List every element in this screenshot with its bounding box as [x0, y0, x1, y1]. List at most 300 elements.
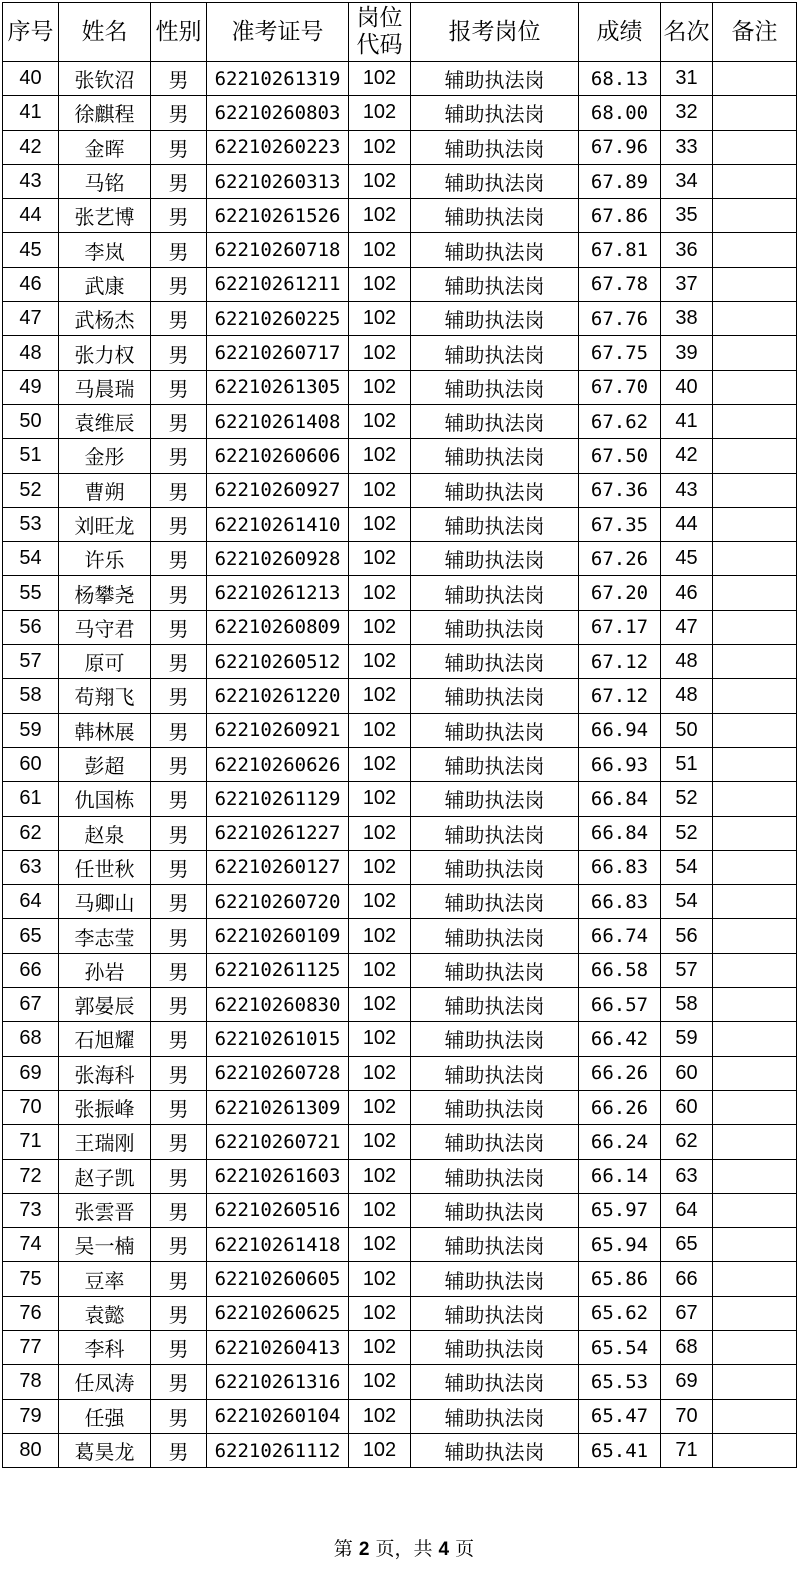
cell-seq: 62 — [3, 816, 59, 850]
header-seq: 序号 — [3, 3, 59, 62]
cell-post-code: 102 — [349, 96, 411, 130]
table-row — [3, 953, 797, 987]
cell-seq: 59 — [3, 713, 59, 747]
cell-post: 辅助执法岗 — [411, 576, 579, 610]
table-row — [3, 473, 797, 507]
table-row — [3, 850, 797, 884]
cell-gender: 男 — [151, 1330, 207, 1364]
cell-post: 辅助执法岗 — [411, 1090, 579, 1124]
cell-post-code: 102 — [349, 302, 411, 336]
cell-score: 67.12 — [579, 645, 661, 679]
cell-gender: 男 — [151, 1399, 207, 1433]
cell-post: 辅助执法岗 — [411, 782, 579, 816]
table-row — [3, 1022, 797, 1056]
header-post: 报考岗位 — [411, 3, 579, 62]
cell-name: 王瑞刚 — [59, 1125, 151, 1159]
cell-rank: 37 — [661, 267, 713, 301]
cell-seq: 51 — [3, 439, 59, 473]
table-row — [3, 1228, 797, 1262]
cell-post-code: 102 — [349, 1125, 411, 1159]
cell-gender: 男 — [151, 747, 207, 781]
cell-rank: 57 — [661, 953, 713, 987]
cell-seq: 44 — [3, 199, 59, 233]
cell-name: 石旭耀 — [59, 1022, 151, 1056]
cell-post-code: 102 — [349, 576, 411, 610]
cell-score: 66.42 — [579, 1022, 661, 1056]
cell-gender: 男 — [151, 1056, 207, 1090]
cell-score: 65.41 — [579, 1433, 661, 1467]
cell-seq: 49 — [3, 370, 59, 404]
cell-note — [713, 164, 797, 198]
cell-post-code: 102 — [349, 1228, 411, 1262]
cell-post: 辅助执法岗 — [411, 130, 579, 164]
cell-score: 65.54 — [579, 1330, 661, 1364]
cell-name: 金彤 — [59, 439, 151, 473]
cell-seq: 71 — [3, 1125, 59, 1159]
cell-score: 66.93 — [579, 747, 661, 781]
cell-name: 李岚 — [59, 233, 151, 267]
cell-post: 辅助执法岗 — [411, 199, 579, 233]
cell-rank: 56 — [661, 919, 713, 953]
cell-note — [713, 404, 797, 438]
cell-ticket: 62210261015 — [207, 1022, 349, 1056]
header-post-code — [349, 3, 411, 62]
cell-name: 马卿山 — [59, 885, 151, 919]
cell-name: 彭超 — [59, 747, 151, 781]
cell-gender: 男 — [151, 1228, 207, 1262]
cell-note — [713, 199, 797, 233]
cell-post: 辅助执法岗 — [411, 507, 579, 541]
cell-post-code: 102 — [349, 885, 411, 919]
cell-score: 65.97 — [579, 1193, 661, 1227]
table-row — [3, 1399, 797, 1433]
table-row — [3, 885, 797, 919]
cell-gender: 男 — [151, 850, 207, 884]
cell-post-code: 102 — [349, 1056, 411, 1090]
header-post-code-line1: 岗位 — [356, 5, 403, 31]
cell-gender: 男 — [151, 816, 207, 850]
cell-seq: 74 — [3, 1228, 59, 1262]
cell-gender: 男 — [151, 1365, 207, 1399]
cell-seq: 41 — [3, 96, 59, 130]
cell-name: 吴一楠 — [59, 1228, 151, 1262]
cell-seq: 67 — [3, 988, 59, 1022]
cell-post: 辅助执法岗 — [411, 542, 579, 576]
cell-gender: 男 — [151, 336, 207, 370]
cell-rank: 38 — [661, 302, 713, 336]
cell-seq: 80 — [3, 1433, 59, 1467]
cell-seq: 65 — [3, 919, 59, 953]
cell-seq: 54 — [3, 542, 59, 576]
cell-score: 65.62 — [579, 1296, 661, 1330]
cell-name: 张钦沼 — [59, 62, 151, 96]
cell-name: 张雲晋 — [59, 1193, 151, 1227]
cell-seq: 60 — [3, 747, 59, 781]
cell-seq: 77 — [3, 1330, 59, 1364]
cell-name: 豆率 — [59, 1262, 151, 1296]
cell-note — [713, 96, 797, 130]
table-row — [3, 507, 797, 541]
cell-ticket: 62210260223 — [207, 130, 349, 164]
cell-ticket: 62210260717 — [207, 336, 349, 370]
cell-score: 67.86 — [579, 199, 661, 233]
cell-ticket: 62210261316 — [207, 1365, 349, 1399]
cell-name: 刘旺龙 — [59, 507, 151, 541]
cell-name: 孙岩 — [59, 953, 151, 987]
cell-post-code: 102 — [349, 747, 411, 781]
cell-post-code: 102 — [349, 1296, 411, 1330]
cell-post: 辅助执法岗 — [411, 233, 579, 267]
table-row — [3, 1090, 797, 1124]
cell-score: 65.53 — [579, 1365, 661, 1399]
header-rank: 名次 — [661, 3, 713, 62]
table-row — [3, 1193, 797, 1227]
cell-post: 辅助执法岗 — [411, 953, 579, 987]
cell-ticket: 62210261213 — [207, 576, 349, 610]
table-row — [3, 713, 797, 747]
cell-note — [713, 782, 797, 816]
cell-ticket: 62210260109 — [207, 919, 349, 953]
cell-post: 辅助执法岗 — [411, 1296, 579, 1330]
cell-name: 苟翔飞 — [59, 679, 151, 713]
cell-rank: 39 — [661, 336, 713, 370]
table-row — [3, 919, 797, 953]
cell-score: 67.50 — [579, 439, 661, 473]
cell-post: 辅助执法岗 — [411, 885, 579, 919]
cell-ticket: 62210261211 — [207, 267, 349, 301]
cell-gender: 男 — [151, 473, 207, 507]
cell-name: 张艺博 — [59, 199, 151, 233]
cell-gender: 男 — [151, 507, 207, 541]
cell-rank: 48 — [661, 645, 713, 679]
cell-seq: 63 — [3, 850, 59, 884]
cell-post: 辅助执法岗 — [411, 1330, 579, 1364]
header-post-code-line2: 代码 — [356, 32, 403, 58]
cell-ticket: 62210261526 — [207, 199, 349, 233]
cell-rank: 60 — [661, 1090, 713, 1124]
cell-post-code: 102 — [349, 679, 411, 713]
cell-score: 68.13 — [579, 62, 661, 96]
cell-post-code: 102 — [349, 1262, 411, 1296]
cell-seq: 42 — [3, 130, 59, 164]
cell-note — [713, 1022, 797, 1056]
cell-note — [713, 988, 797, 1022]
cell-score: 66.24 — [579, 1125, 661, 1159]
cell-post: 辅助执法岗 — [411, 1399, 579, 1433]
cell-note — [713, 953, 797, 987]
cell-seq: 64 — [3, 885, 59, 919]
cell-rank: 43 — [661, 473, 713, 507]
cell-post: 辅助执法岗 — [411, 1262, 579, 1296]
cell-name: 张振峰 — [59, 1090, 151, 1124]
cell-gender: 男 — [151, 782, 207, 816]
cell-score: 67.17 — [579, 610, 661, 644]
cell-gender: 男 — [151, 199, 207, 233]
cell-ticket: 62210260512 — [207, 645, 349, 679]
cell-note — [713, 542, 797, 576]
cell-gender: 男 — [151, 62, 207, 96]
cell-rank: 33 — [661, 130, 713, 164]
cell-seq: 78 — [3, 1365, 59, 1399]
cell-score: 66.74 — [579, 919, 661, 953]
cell-ticket: 62210260605 — [207, 1262, 349, 1296]
cell-ticket: 62210261408 — [207, 404, 349, 438]
cell-seq: 40 — [3, 62, 59, 96]
cell-post-code: 102 — [349, 336, 411, 370]
table-row — [3, 1159, 797, 1193]
cell-name: 金晖 — [59, 130, 151, 164]
cell-note — [713, 473, 797, 507]
cell-ticket: 62210261129 — [207, 782, 349, 816]
table-row — [3, 1056, 797, 1090]
cell-name: 郭晏辰 — [59, 988, 151, 1022]
cell-post-code: 102 — [349, 1399, 411, 1433]
cell-note — [713, 1330, 797, 1364]
cell-post-code: 102 — [349, 645, 411, 679]
results-table — [2, 2, 797, 1468]
cell-seq: 52 — [3, 473, 59, 507]
cell-ticket: 62210260809 — [207, 610, 349, 644]
cell-post: 辅助执法岗 — [411, 1365, 579, 1399]
cell-score: 66.57 — [579, 988, 661, 1022]
cell-post: 辅助执法岗 — [411, 1228, 579, 1262]
cell-gender: 男 — [151, 679, 207, 713]
cell-name: 葛昊龙 — [59, 1433, 151, 1467]
table-row — [3, 988, 797, 1022]
cell-post-code: 102 — [349, 953, 411, 987]
cell-name: 许乐 — [59, 542, 151, 576]
cell-post-code: 102 — [349, 782, 411, 816]
cell-name: 马铭 — [59, 164, 151, 198]
cell-rank: 36 — [661, 233, 713, 267]
cell-post-code: 102 — [349, 233, 411, 267]
cell-rank: 46 — [661, 576, 713, 610]
cell-note — [713, 439, 797, 473]
footer-total-pages: 4 — [438, 1539, 450, 1560]
cell-note — [713, 1262, 797, 1296]
cell-gender: 男 — [151, 1262, 207, 1296]
footer-prefix: 第 — [333, 1538, 353, 1560]
cell-note — [713, 1056, 797, 1090]
cell-note — [713, 850, 797, 884]
table-row — [3, 1125, 797, 1159]
cell-score: 67.26 — [579, 542, 661, 576]
cell-ticket: 62210260625 — [207, 1296, 349, 1330]
table-row — [3, 576, 797, 610]
cell-name: 袁维辰 — [59, 404, 151, 438]
cell-name: 徐麒程 — [59, 96, 151, 130]
cell-note — [713, 370, 797, 404]
cell-rank: 66 — [661, 1262, 713, 1296]
cell-rank: 40 — [661, 370, 713, 404]
cell-post: 辅助执法岗 — [411, 96, 579, 130]
table-row — [3, 164, 797, 198]
cell-seq: 70 — [3, 1090, 59, 1124]
cell-seq: 55 — [3, 576, 59, 610]
cell-note — [713, 679, 797, 713]
cell-seq: 79 — [3, 1399, 59, 1433]
cell-ticket: 62210260718 — [207, 233, 349, 267]
cell-rank: 32 — [661, 96, 713, 130]
cell-rank: 54 — [661, 850, 713, 884]
cell-note — [713, 919, 797, 953]
table-row — [3, 439, 797, 473]
cell-name: 李志莹 — [59, 919, 151, 953]
cell-post: 辅助执法岗 — [411, 473, 579, 507]
cell-seq: 53 — [3, 507, 59, 541]
cell-ticket: 62210260720 — [207, 885, 349, 919]
cell-seq: 72 — [3, 1159, 59, 1193]
cell-score: 66.83 — [579, 885, 661, 919]
cell-post-code: 102 — [349, 199, 411, 233]
cell-post: 辅助执法岗 — [411, 1159, 579, 1193]
cell-ticket: 62210261112 — [207, 1433, 349, 1467]
cell-post-code: 102 — [349, 164, 411, 198]
cell-ticket: 62210261418 — [207, 1228, 349, 1262]
cell-ticket: 62210261410 — [207, 507, 349, 541]
cell-rank: 31 — [661, 62, 713, 96]
cell-gender: 男 — [151, 302, 207, 336]
cell-note — [713, 816, 797, 850]
cell-name: 张力权 — [59, 336, 151, 370]
table-row — [3, 747, 797, 781]
cell-rank: 45 — [661, 542, 713, 576]
cell-note — [713, 267, 797, 301]
cell-post-code: 102 — [349, 919, 411, 953]
cell-note — [713, 1090, 797, 1124]
cell-score: 66.84 — [579, 816, 661, 850]
header-name: 姓名 — [59, 3, 151, 62]
table-row — [3, 542, 797, 576]
cell-rank: 35 — [661, 199, 713, 233]
header-ticket: 准考证号 — [207, 3, 349, 62]
cell-post-code: 102 — [349, 370, 411, 404]
cell-note — [713, 507, 797, 541]
cell-post-code: 102 — [349, 507, 411, 541]
cell-post: 辅助执法岗 — [411, 850, 579, 884]
cell-seq: 66 — [3, 953, 59, 987]
page-footer — [0, 1534, 808, 1561]
cell-gender: 男 — [151, 96, 207, 130]
cell-seq: 45 — [3, 233, 59, 267]
cell-rank: 62 — [661, 1125, 713, 1159]
cell-post-code: 102 — [349, 850, 411, 884]
cell-name: 任强 — [59, 1399, 151, 1433]
cell-post: 辅助执法岗 — [411, 1022, 579, 1056]
table-row — [3, 233, 797, 267]
cell-score: 67.81 — [579, 233, 661, 267]
cell-name: 张海科 — [59, 1056, 151, 1090]
cell-score: 68.00 — [579, 96, 661, 130]
cell-score: 67.20 — [579, 576, 661, 610]
cell-gender: 男 — [151, 130, 207, 164]
cell-ticket: 62210260927 — [207, 473, 349, 507]
cell-rank: 64 — [661, 1193, 713, 1227]
cell-post-code: 102 — [349, 1365, 411, 1399]
table-row — [3, 816, 797, 850]
cell-post-code: 102 — [349, 713, 411, 747]
cell-seq: 73 — [3, 1193, 59, 1227]
cell-ticket: 62210260516 — [207, 1193, 349, 1227]
cell-name: 赵子凯 — [59, 1159, 151, 1193]
cell-ticket: 62210261305 — [207, 370, 349, 404]
cell-note — [713, 1125, 797, 1159]
table-row — [3, 610, 797, 644]
cell-gender: 男 — [151, 610, 207, 644]
cell-gender: 男 — [151, 439, 207, 473]
cell-gender: 男 — [151, 1090, 207, 1124]
cell-ticket: 62210261227 — [207, 816, 349, 850]
cell-score: 67.76 — [579, 302, 661, 336]
cell-gender: 男 — [151, 542, 207, 576]
cell-rank: 65 — [661, 1228, 713, 1262]
cell-post-code: 102 — [349, 130, 411, 164]
cell-gender: 男 — [151, 1296, 207, 1330]
cell-rank: 44 — [661, 507, 713, 541]
cell-post-code: 102 — [349, 1193, 411, 1227]
table-row — [3, 199, 797, 233]
cell-post-code: 102 — [349, 1022, 411, 1056]
cell-score: 67.35 — [579, 507, 661, 541]
cell-score: 67.62 — [579, 404, 661, 438]
cell-post: 辅助执法岗 — [411, 439, 579, 473]
table-row — [3, 645, 797, 679]
cell-score: 66.26 — [579, 1090, 661, 1124]
cell-note — [713, 610, 797, 644]
cell-post-code: 102 — [349, 473, 411, 507]
cell-score: 66.83 — [579, 850, 661, 884]
footer-middle: 页，共 — [375, 1538, 433, 1560]
table-row — [3, 1433, 797, 1467]
cell-rank: 52 — [661, 782, 713, 816]
footer-page-number: 2 — [358, 1539, 370, 1560]
cell-name: 武杨杰 — [59, 302, 151, 336]
cell-post-code: 102 — [349, 439, 411, 473]
cell-rank: 59 — [661, 1022, 713, 1056]
cell-score: 67.89 — [579, 164, 661, 198]
cell-note — [713, 1228, 797, 1262]
cell-note — [713, 1399, 797, 1433]
cell-name: 李科 — [59, 1330, 151, 1364]
cell-ticket: 62210260728 — [207, 1056, 349, 1090]
cell-note — [713, 302, 797, 336]
cell-note — [713, 336, 797, 370]
cell-ticket: 62210260313 — [207, 164, 349, 198]
cell-gender: 男 — [151, 919, 207, 953]
cell-ticket: 62210260104 — [207, 1399, 349, 1433]
cell-post-code: 102 — [349, 62, 411, 96]
cell-score: 67.78 — [579, 267, 661, 301]
cell-post: 辅助执法岗 — [411, 713, 579, 747]
cell-gender: 男 — [151, 576, 207, 610]
cell-post-code: 102 — [349, 1433, 411, 1467]
cell-name: 马守君 — [59, 610, 151, 644]
cell-seq: 46 — [3, 267, 59, 301]
cell-gender: 男 — [151, 953, 207, 987]
cell-rank: 69 — [661, 1365, 713, 1399]
cell-gender: 男 — [151, 1022, 207, 1056]
cell-gender: 男 — [151, 713, 207, 747]
table-row — [3, 1365, 797, 1399]
cell-score: 65.94 — [579, 1228, 661, 1262]
cell-seq: 47 — [3, 302, 59, 336]
cell-ticket: 62210260921 — [207, 713, 349, 747]
cell-ticket: 62210261220 — [207, 679, 349, 713]
cell-post-code: 102 — [349, 610, 411, 644]
cell-post: 辅助执法岗 — [411, 1125, 579, 1159]
cell-ticket: 62210260928 — [207, 542, 349, 576]
cell-note — [713, 885, 797, 919]
